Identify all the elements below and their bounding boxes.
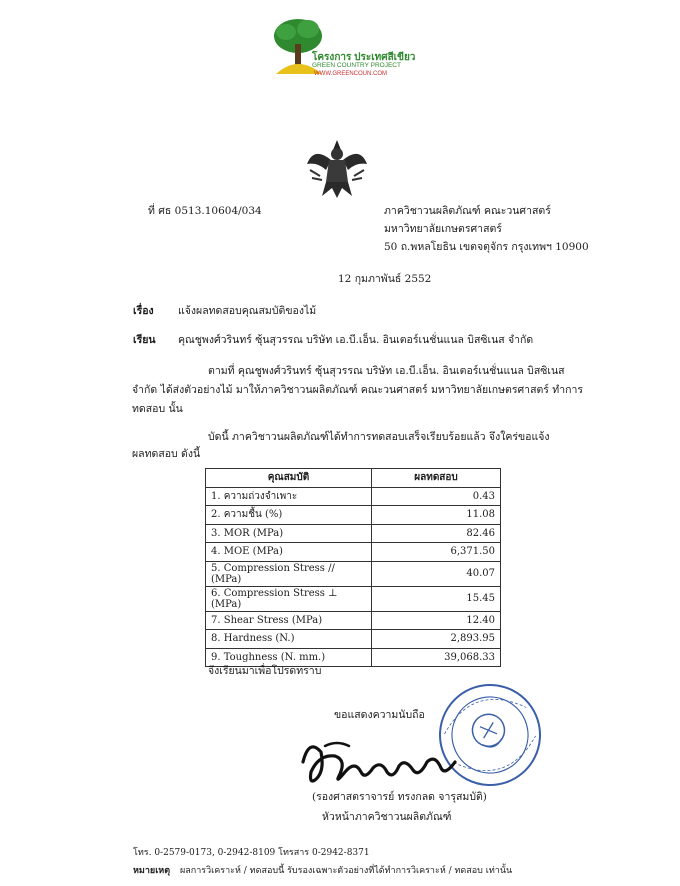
closing-text: จึงเรียนมาเพื่อโปรดทราบ <box>208 665 322 677</box>
logo-url: WWW.GREENCOUN.COM <box>314 71 387 77</box>
table-row <box>206 543 501 562</box>
table-row <box>206 611 501 630</box>
property-value: 39,068.33 <box>372 648 501 667</box>
property-name: 2. ความชื้น (%) <box>206 506 372 525</box>
note-text: ผลการวิเคราะห์ / ทดสอบนี้ รับรองเฉพาะตัวอย่างที่ได้ทำการวิเคราะห์ / ทดสอบ เท่านั้น <box>180 866 513 876</box>
reference-number: ที่ ศธ 0513.10604/034 <box>148 205 262 217</box>
property-value: 2,893.95 <box>372 630 501 649</box>
property-value: 82.46 <box>372 524 501 543</box>
header-property: คุณสมบัติ <box>206 469 372 488</box>
sender-line-2: มหาวิทยาลัยเกษตรศาสตร์ <box>384 223 502 235</box>
paragraph-2-line-1: บัดนี้ ภาควิชาวนผลิตภัณฑ์ได้ทำการทดสอบเสร็จเรียบร้อยแล้ว จึงใคร่ขอแจ้ง <box>208 431 550 443</box>
table-row <box>206 506 501 525</box>
property-value: 11.08 <box>372 506 501 525</box>
paragraph-1-line-1: ตามที่ คุณชูพงศ์วรินทร์ ซุ้นสุวรรณ บริษัท เอ.บี.เอ็น. อินเตอร์เนชั่นแนล บิสซิเนส <box>208 365 565 377</box>
property-name: 8. Hardness (N.) <box>206 630 372 649</box>
letter-date: 12 กุมภาพันธ์ 2552 <box>338 273 432 285</box>
sender-line-3: 50 ถ.พหลโยธิน เขตจตุจักร กรุงเทพฯ 10900 <box>384 241 589 253</box>
paragraph-1-line-2: จำกัด ได้ส่งตัวอย่างไม้ มาให้ภาควิชาวนผลิตภัณฑ์ คณะวนศาสตร์ มหาวิทยาลัยเกษตรศาสตร์ ทำการ <box>132 384 583 396</box>
subject-text: แจ้งผลทดสอบคุณสมบัติของไม้ <box>178 305 317 317</box>
property-name: 3. MOR (MPa) <box>206 524 372 543</box>
property-value: 6,371.50 <box>372 543 501 562</box>
property-name: 6. Compression Stress ⊥ (MPa) <box>206 586 372 611</box>
property-name: 9. Toughness (N. mm.) <box>206 648 372 667</box>
property-name: 4. MOE (MPa) <box>206 543 372 562</box>
subject-label: เรื่อง <box>133 305 154 317</box>
paragraph-1-line-3: ทดสอบ นั้น <box>132 403 183 415</box>
to-text: คุณชูพงศ์วรินทร์ ซุ้นสุวรรณ บริษัท เอ.บี.เอ็น. อินเตอร์เนชั่นแนล บิสซิเนส จำกัด <box>178 334 534 346</box>
sender-line-1: ภาควิชาวนผลิตภัณฑ์ คณะวนศาสตร์ <box>384 205 551 217</box>
table-row <box>206 586 501 611</box>
note-label: หมายเหตุ <box>133 866 171 876</box>
table-header-row <box>206 469 501 488</box>
paragraph-2-line-2: ผลทดสอบ ดังนี้ <box>132 448 201 460</box>
table-row <box>206 561 501 586</box>
regards-text: ขอแสดงความนับถือ <box>334 709 425 721</box>
signer-title: หัวหน้าภาควิชาวนผลิตภัณฑ์ <box>322 811 452 823</box>
test-results-table <box>205 468 501 667</box>
table-row <box>206 487 501 506</box>
property-name: 1. ความถ่วงจำเพาะ <box>206 487 372 506</box>
handwritten-signature-icon <box>295 732 475 792</box>
property-value: 15.45 <box>372 586 501 611</box>
contact-phone: โทร. 0-2579-0173, 0-2942-8109 โทรสาร 0-2942-8371 <box>133 848 370 858</box>
property-value: 12.40 <box>372 611 501 630</box>
header-result: ผลทดสอบ <box>372 469 501 488</box>
table-row <box>206 630 501 649</box>
garuda-emblem-icon <box>304 136 370 202</box>
to-label: เรียน <box>133 334 156 346</box>
property-name: 7. Shear Stress (MPa) <box>206 611 372 630</box>
logo-name-english: GREEN COUNTRY PROJECT <box>312 62 401 69</box>
signer-name: (รองศาสตราจารย์ ทรงกลด จารุสมบัติ) <box>312 791 487 803</box>
property-value: 0.43 <box>372 487 501 506</box>
property-name: 5. Compression Stress // (MPa) <box>206 561 372 586</box>
logo-name-thai: โครงการ ประเทศสีเขียว <box>312 52 416 63</box>
table-row <box>206 524 501 543</box>
property-value: 40.07 <box>372 561 501 586</box>
